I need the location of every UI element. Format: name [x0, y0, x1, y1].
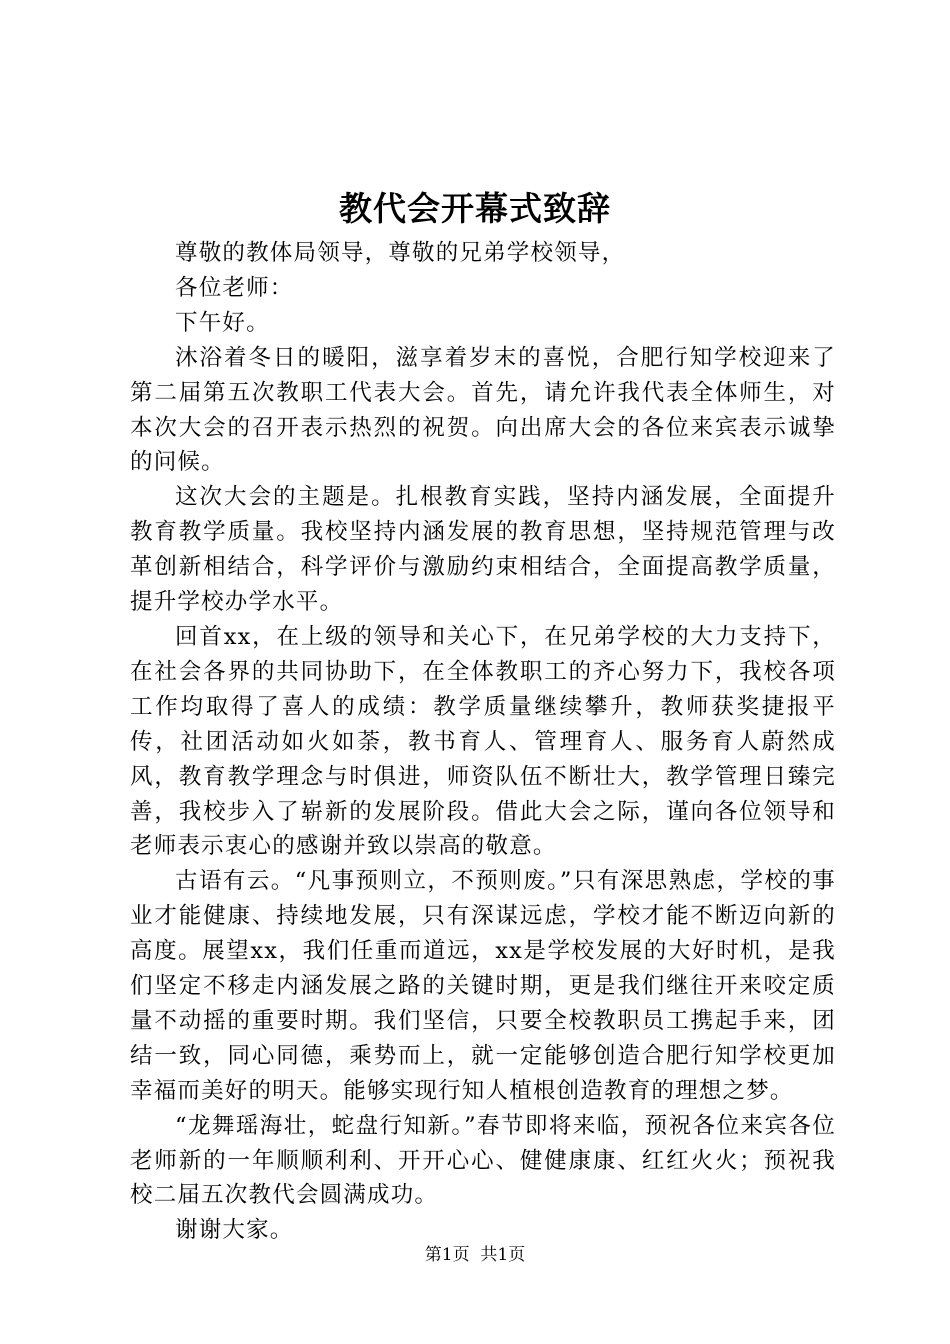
salutation-leaders: 尊敬的教体局领导，尊敬的兄弟学校领导，: [175, 240, 626, 266]
closing-thanks: 谢谢大家。: [175, 1217, 294, 1244]
paragraph-review: 回首xx，在上级的领导和关心下，在兄弟学校的大力支持下，在社会各界的共同协助下，在全体教职工的齐心努力下，我校各项工作均取得了喜人的成绩：教学质量继续攀升，教师获奖捷报平传，社团活动如火如荼，教书育人、管理育人、服务育人蔚然成风，教育教学理念与时俱进，师资队伍不断壮大，教学管理日臻完善，我校步入了崭新的发展阶段。借此大会之际，谨向各位领导和老师表示衷心的感谢并致以崇高的敬意。: [130, 623, 836, 860]
paragraph-opening: 沐浴着冬日的暖阳，滋享着岁末的喜悦，合肥行知学校迎来了第二届第五次教职工代表大会。首先，请允许我代表全体师生，对本次大会的召开表示热烈的祝贺。向出席大会的各位来宾表示诚挚的问候。: [130, 344, 836, 476]
document-title: 教代会开幕式致辞: [339, 189, 611, 228]
paragraph-outlook: 古语有云。“凡事预则立，不预则废。”只有深思熟虑，学校的事业才能健康、持续地发展，只有深谋远虑，学校才能不断迈向新的高度。展望xx，我们任重而道远，xx是学校发展的大好时机，是我们坚定不移走内涵发展之路的关键时期，更是我们继往开来咬定质量不动摇的重要时期。我们坚信，只要全校教职员工携起手来，团结一致，同心同德，乘势而上，就一定能够创造合肥行知学校更加幸福而美好的明天。能够实现行知人植根创造教育的理想之梦。: [130, 868, 836, 1104]
greeting: 下午好。: [175, 309, 270, 336]
salutation-teachers: 各位老师：: [175, 274, 294, 301]
page-number: 第1页 共1页: [424, 1245, 526, 1265]
paragraph-wishes: “龙舞瑶海壮，蛇盘行知新。”春节即将来临，预祝各位来宾各位老师新的一年顺顺利利、开开心心、健健康康、红红火火；预祝我校二届五次教代会圆满成功。: [130, 1112, 836, 1209]
paragraph-theme: 这次大会的主题是。扎根教育实践，坚持内涵发展，全面提升教育教学质量。我校坚持内涵发展的教育思想，坚持规范管理与改革创新相结合，科学评价与激励约束相结合，全面提高教学质量，提升学校办学水平。: [130, 484, 836, 616]
page-footer: [0, 1243, 950, 1267]
document-body: [130, 236, 836, 1248]
